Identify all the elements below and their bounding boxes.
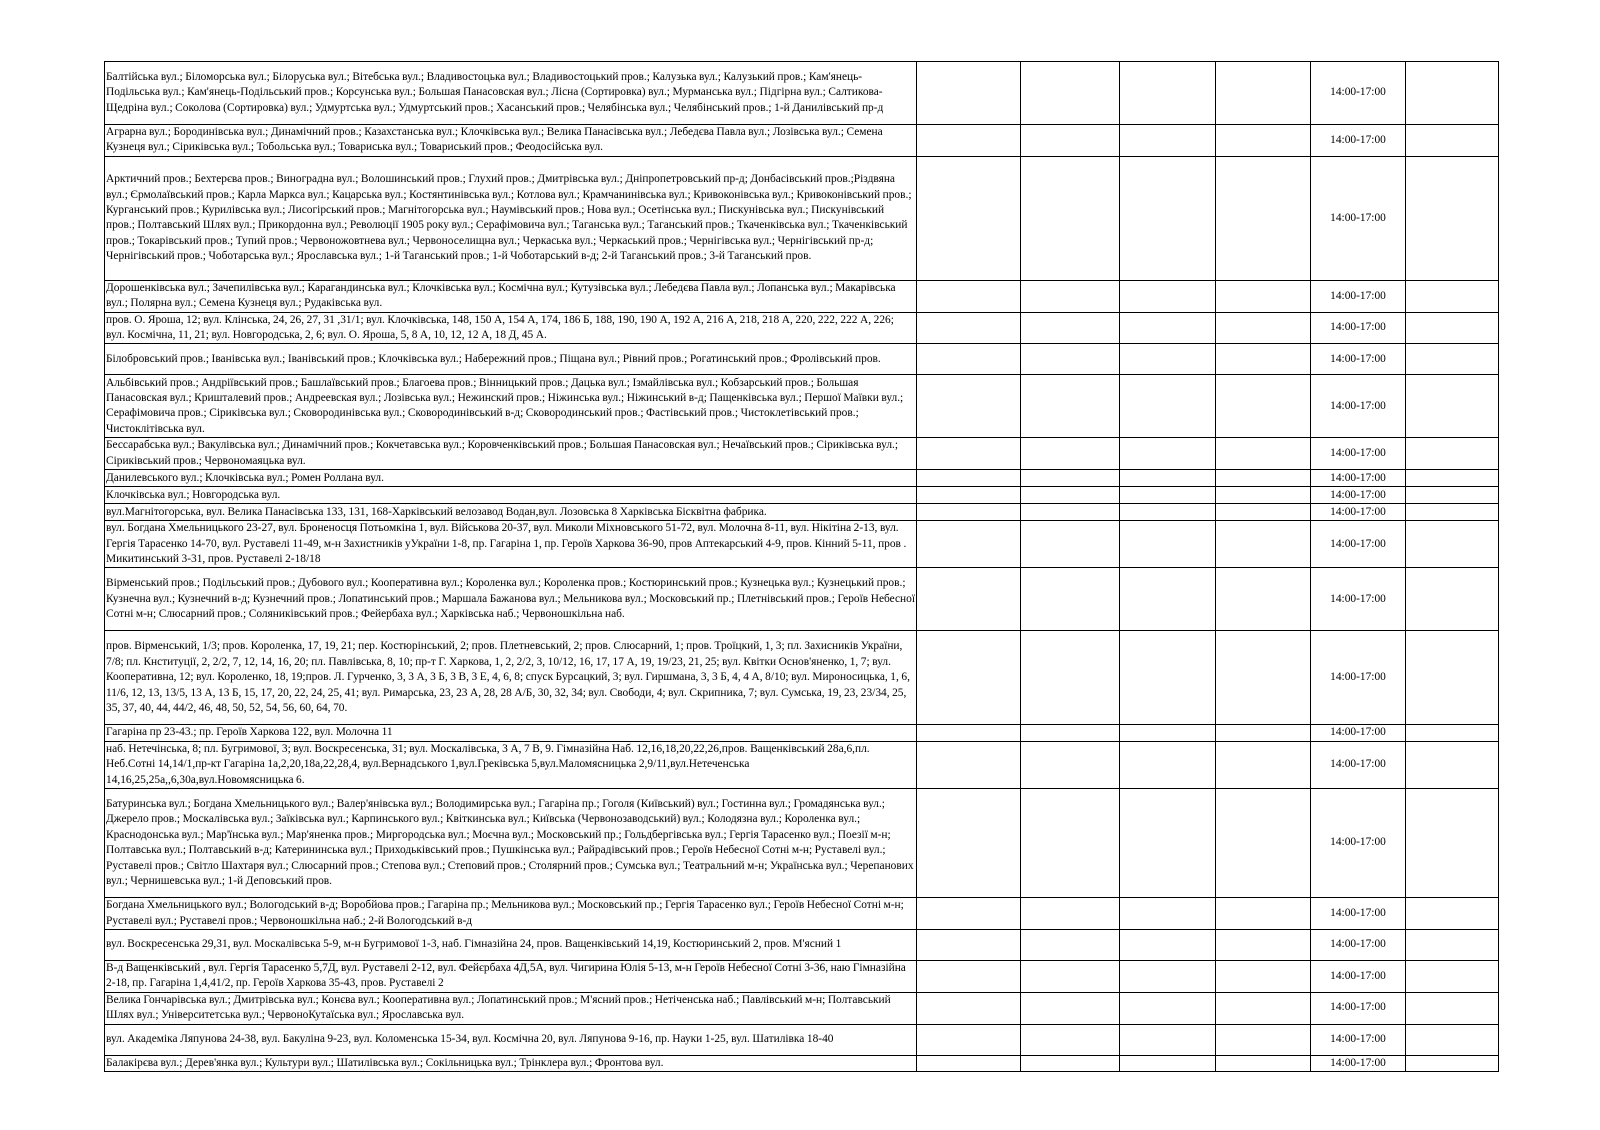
empty-cell: [1406, 741, 1499, 788]
empty-cell: [917, 62, 1021, 125]
empty-cell: [1120, 156, 1216, 280]
empty-cell: [1021, 504, 1120, 521]
empty-cell: [917, 470, 1021, 487]
empty-cell: [917, 741, 1021, 788]
address-cell: Арктичний пров.; Бехтерєва пров.; Виноградна вул.; Волошинський пров.; Глухий пров.; Дмитрівська вул.; Дніпропетровський пр-д; Донбасівський пров.;Різдвяна вул.; Єрмолаївський пров.; Карла Маркса вул.; Кацарська вул.; Костянтинівська вул.; Котлова вул.; Крамчанинівська вул.; Кривоконівська вул.; Кривоконівський пров.; Курганський пров.; Курилівська вул.; Лисогірський пров.; Магнітогорська вул.; Наумівський пров.; Нова вул.; Осетінська вул.; Пискунівська вул.; Пискунівський пров.; Полтавський Шлях вул.; Прикордонна вул.; Революції 1905 року вул.; Серафімовича вул.; Таганська вул.; Таганський пров.; Ткаченківська вул.; Ткаченківський пров.; Токарівський пров.; Тупий пров.; Червоножовтнева вул.; Червоноселищна вул.; Черкаська вул.; Черкаський пров.; Чернігівська вул.; Чернігівський пр-д; Чернігівський пров.; Чоботарська вул.; Ярославська вул.; 1-й Таганський пров.; 1-й Чоботарський в-д; 2-й Таганський пров.; 3-й Таганський пров.: [105, 156, 917, 280]
table-row: [105, 521, 1499, 568]
address-cell: пров. Вірменський, 1/3; пров. Короленка, 17, 19, 21; пер. Костюрінський, 2; пров. Плетневський, 2; пров. Слюсарний, 1; пров. Троїцкий, 1, 3; пл. Захисників України, 7/8; пл. Кнституції, 2, 2/2, 7, 12, 14, 16, 20; пл. Павлівська, 8, 10; пр-т Г. Харкова, 1, 2, 2/2, 3, 10/12, 16, 17, 17 А, 19, 19/23, 21, 25; вул. Квітки Основ'яненко, 1, 7; вул. Кооперативна, 12; вул. Короленко, 18, 19;пров. Л. Гурченко, 3, 3 А, 3 Б, 3 В, 3 Е, 4, 6, 8; спуск Бурсацкий, 3; вул. Гиршмана, 3, 3 Б, 4, 4 А, 8/10; вул. Мироносицька, 1, 6, 11/6, 12, 13, 13/5, 13 А, 13 Б, 15, 17, 20, 22, 24, 25, 41; вул. Римарська, 23, 23 А, 28, 28 А/Б, 30, 32, 34; вул. Свободи, 4; вул. Скрипника, 7; вул. Сумська, 19, 23, 23/34, 25, 35, 37, 40, 44, 44/2, 46, 48, 50, 52, 54, 56, 60, 64, 70.: [105, 631, 917, 725]
empty-cell: [1120, 960, 1216, 992]
address-cell: Клочківська вул.; Новгородська вул.: [105, 487, 917, 504]
empty-cell: [1406, 504, 1499, 521]
empty-cell: [1406, 960, 1499, 992]
time-cell: 14:00-17:00: [1311, 1024, 1406, 1055]
empty-cell: [1216, 725, 1311, 741]
time-cell: 14:00-17:00: [1311, 487, 1406, 504]
table-row: [105, 438, 1499, 470]
empty-cell: [1120, 929, 1216, 960]
time-cell: 14:00-17:00: [1311, 631, 1406, 725]
empty-cell: [1120, 62, 1216, 125]
time-cell: 14:00-17:00: [1311, 1055, 1406, 1071]
time-cell: 14:00-17:00: [1311, 898, 1406, 930]
empty-cell: [1216, 344, 1311, 375]
address-cell: Батуринська вул.; Богдана Хмельницького вул.; Валер'янівська вул.; Володимирська вул.; Гагаріна пр.; Гоголя (Київський) вул.; Гостинна вул.; Громадянська вул.; Джерело пров.; Москалівська вул.; Заїківська вул.; Карпинського вул.; Квіткинська вул.; Київська (Червонозаводський) вул.; Колодязна вул.; Короленка вул.; Краснодонська вул.; Мар'їнська вул.; Мар'яненка пров.; Миргородська вул.; Моєчна вул.; Московський пр.; Гольдбергівська вул.; Гергія Тарасенко вул.; Поезії м-н; Полтавська вул.; Полтавський в-д; Катерининська вул.; Приходьківський пров.; Пушкінська вул.; Райрадівський пров.; Героїв Небесної Сотні м-н; Руставелі вул.; Руставелі пров.; Світло Шахтаря вул.; Слюсарний пров.; Степова вул.; Степовий пров.; Столярний пров.; Сумська вул.; Театральний м-н; Українська вул.; Черепанових вул.; Чернишевська вул.; 1-й Деповський пров.: [105, 789, 917, 898]
empty-cell: [1216, 470, 1311, 487]
address-cell: вул. Академіка Ляпунова 24-38, вул. Бакуліна 9-23, вул. Коломенська 15-34, вул. Космічна 20, вул. Ляпунова 9-16, пр. Науки 1-25, вул. Шатилівка 18-40: [105, 1024, 917, 1055]
empty-cell: [917, 375, 1021, 438]
empty-cell: [1406, 898, 1499, 930]
empty-cell: [1406, 62, 1499, 125]
empty-cell: [1021, 312, 1120, 344]
empty-cell: [917, 725, 1021, 741]
table-row: [105, 125, 1499, 157]
table-row: [105, 312, 1499, 344]
empty-cell: [1406, 312, 1499, 344]
empty-cell: [1406, 470, 1499, 487]
address-cell: Вірменський пров.; Подільський пров.; Дубового вул.; Кооперативна вул.; Короленка вул.; Короленка пров.; Костюринський пров.; Кузнецька вул.; Кузнецький пров.; Кузнечна вул.; Кузнечний в-д; Кузнечний пров.; Лопатинський пров.; Маршала Бажанова вул.; Мельникова вул.; Московський пр.; Плетнівський пров.; Героїв Небесної Сотні м-н; Слюсарний пров.; Соляниківський пров.; Фейербаха вул.; Харківська наб.; Червоношкільна наб.: [105, 568, 917, 631]
empty-cell: [1406, 125, 1499, 157]
empty-cell: [1120, 487, 1216, 504]
table-row: [105, 487, 1499, 504]
empty-cell: [1120, 470, 1216, 487]
empty-cell: [1216, 521, 1311, 568]
empty-cell: [1021, 375, 1120, 438]
empty-cell: [917, 504, 1021, 521]
address-cell: вул.Магнітогорська, вул. Велика Панасівська 133, 131, 168-Харківський велозавод Водан,вул. Лозовська 8 Харківська Бісквітна фабрика.: [105, 504, 917, 521]
table-row: [105, 725, 1499, 741]
time-cell: 14:00-17:00: [1311, 504, 1406, 521]
address-cell: Альбівський пров.; Андріївський пров.; Башлаївський пров.; Благоева пров.; Вінницький пров.; Дацька вул.; Ізмайлівська вул.; Кобзарський пров.; Большая Панасовская вул.; Кришталевий пров.; Андреевская вул.; Лозівська вул.; Нежинский пров.; Ніжинська вул.; Ніжинський в-д; Пащенківська вул.; Першої Маївки вул.; Серафімовича пров.; Сіриківська вул.; Сковородинівська вул.; Сковородинівський в-д; Сковородинський пров.; Фастівський пров.; Чистоклетівський пров.; Чистоклітівська вул.: [105, 375, 917, 438]
empty-cell: [1021, 521, 1120, 568]
empty-cell: [1120, 898, 1216, 930]
empty-cell: [917, 960, 1021, 992]
table-row: [105, 1055, 1499, 1071]
empty-cell: [1021, 741, 1120, 788]
empty-cell: [1120, 280, 1216, 312]
empty-cell: [1216, 960, 1311, 992]
empty-cell: [1216, 125, 1311, 157]
empty-cell: [1406, 1055, 1499, 1071]
address-cell: Балакірєва вул.; Дерев'янка вул.; Культури вул.; Шатилівська вул.; Сокільницька вул.; Трінклера вул.; Фронтова вул.: [105, 1055, 917, 1071]
time-cell: 14:00-17:00: [1311, 929, 1406, 960]
empty-cell: [1216, 375, 1311, 438]
table-row: [105, 789, 1499, 898]
empty-cell: [917, 631, 1021, 725]
empty-cell: [917, 156, 1021, 280]
table-row: [105, 470, 1499, 487]
empty-cell: [1216, 929, 1311, 960]
empty-cell: [1406, 789, 1499, 898]
empty-cell: [1021, 631, 1120, 725]
address-cell: наб. Нетечінська, 8; пл. Бугримової, 3; вул. Воскресенська, 31; вул. Москалівська, 3 А, 7 В, 9. Гімназійна Наб. 12,16,18,20,22,26,пров. Ващенківський 28а,6,пл. Неб.Сотні 14,14/1,пр-кт Гагаріна 1а,2,20,18а,22,28,4, вул.Вернадського 1,вул.Греківська 5,вул.Маломясницька 2,9/11,вул.Нетеченська 14,16,25,25а,,6,30а,вул.Новомясницька 6.: [105, 741, 917, 788]
time-cell: 14:00-17:00: [1311, 125, 1406, 157]
empty-cell: [1021, 125, 1120, 157]
address-cell: вул. Богдана Хмельницького 23-27, вул. Броненосця Потьомкіна 1, вул. Військова 20-37, вул. Миколи Міхновського 51-72, вул. Молочна 8-11, вул. Нікітіна 2-13, вул. Гергія Тарасенко 14-70, вул. Руставелі 11-49, м-н Захистників уУкраїни 1-8, пр. Гагаріна 1, пр. Героїв Харкова 36-90, пров Аптекарський 4-9, пров. Кінний 5-11, пров . Микитинський 3-31, пров. Руставелі 2-18/18: [105, 521, 917, 568]
address-cell: Данилевського вул.; Клочківська вул.; Ромен Роллана вул.: [105, 470, 917, 487]
time-cell: 14:00-17:00: [1311, 156, 1406, 280]
time-cell: 14:00-17:00: [1311, 568, 1406, 631]
empty-cell: [1216, 62, 1311, 125]
empty-cell: [1021, 992, 1120, 1024]
empty-cell: [917, 992, 1021, 1024]
address-cell: Балтійська вул.; Біломорська вул.; Білоруська вул.; Вітебська вул.; Владивостоцька вул.; Владивостоцький пров.; Калузька вул.; Калузький пров.; Кам'янець-Подільська вул.; Кам'янець-Подільський пров.; Корсунська вул.; Большая Панасовская вул.; Лісна (Сортировка) вул.; Мурманська вул.; Підгірна вул.; Салтикова-Щедріна вул.; Соколова (Сортировка) вул.; Удмуртська вул.; Удмуртський пров.; Хасанський пров.; Челябінська вул.; Челябінський пров.; 1-й Данилівський пр-д: [105, 62, 917, 125]
empty-cell: [1021, 156, 1120, 280]
empty-cell: [1120, 375, 1216, 438]
empty-cell: [1406, 521, 1499, 568]
time-cell: 14:00-17:00: [1311, 521, 1406, 568]
table-row: [105, 1024, 1499, 1055]
empty-cell: [1216, 1055, 1311, 1071]
empty-cell: [1021, 280, 1120, 312]
empty-cell: [1406, 156, 1499, 280]
address-cell: Богдана Хмельницького вул.; Вологодський в-д; Воробйова пров.; Гагаріна пр.; Мельникова вул.; Московський пр.; Гергія Тарасенко вул.; Героїв Небесної Сотні м-н; Руставелі вул.; Руставелі пров.; Червоношкільна наб.; 2-й Вологодський в-д: [105, 898, 917, 930]
table-row: [105, 741, 1499, 788]
empty-cell: [1406, 992, 1499, 1024]
address-cell: Гагаріна пр 23-43.; пр. Героїв Харкова 122, вул. Молочна 11: [105, 725, 917, 741]
empty-cell: [1021, 898, 1120, 930]
empty-cell: [1406, 725, 1499, 741]
empty-cell: [1216, 741, 1311, 788]
empty-cell: [1406, 344, 1499, 375]
empty-cell: [1406, 631, 1499, 725]
empty-cell: [1021, 487, 1120, 504]
time-cell: 14:00-17:00: [1311, 992, 1406, 1024]
table-row: [105, 898, 1499, 930]
empty-cell: [1021, 470, 1120, 487]
time-cell: 14:00-17:00: [1311, 470, 1406, 487]
empty-cell: [1120, 1055, 1216, 1071]
outage-schedule-table: [104, 61, 1499, 1072]
empty-cell: [1021, 1024, 1120, 1055]
empty-cell: [1216, 487, 1311, 504]
time-cell: 14:00-17:00: [1311, 375, 1406, 438]
empty-cell: [1120, 789, 1216, 898]
address-cell: Велика Гончарівська вул.; Дмитрівська вул.; Конєва вул.; Кооперативна вул.; Лопатинський пров.; М'ясний пров.; Нетіченська наб.; Павлівський м-н; Полтавський Шлях вул.; Університетська вул.; ЧервоноКутаїська вул.; Ярославська вул.: [105, 992, 917, 1024]
empty-cell: [1120, 725, 1216, 741]
empty-cell: [1021, 960, 1120, 992]
empty-cell: [1120, 1024, 1216, 1055]
address-cell: В-д Ващенківський , вул. Гергія Тарасенко 5,7Д, вул. Руставелі 2-12, вул. Фейєрбаха 4Д,5А, вул. Чигирина Юлія 5-13, м-н Героїв Небесної Сотні 3-36, наю Гімназійна 2-18, пр. Гагаріна 1,4,41/2, пр. Героїв Харкова 35-43, пров. Руставелі 2: [105, 960, 917, 992]
empty-cell: [1021, 1055, 1120, 1071]
address-cell: Аграрна вул.; Бородинівська вул.; Динамічний пров.; Казахстанська вул.; Клочківська вул.; Велика Панасівська вул.; Лебедєва Павла вул.; Лозівська вул.; Семена Кузнеця вул.; Сіриківська вул.; Тобольська вул.; Товариська вул.; Товариський пров.; Феодосійська вул.: [105, 125, 917, 157]
empty-cell: [917, 344, 1021, 375]
empty-cell: [1021, 62, 1120, 125]
empty-cell: [1216, 156, 1311, 280]
empty-cell: [917, 929, 1021, 960]
empty-cell: [1406, 929, 1499, 960]
empty-cell: [1406, 1024, 1499, 1055]
empty-cell: [1216, 312, 1311, 344]
empty-cell: [1216, 504, 1311, 521]
time-cell: 14:00-17:00: [1311, 438, 1406, 470]
empty-cell: [917, 521, 1021, 568]
empty-cell: [1120, 125, 1216, 157]
address-cell: Білобровський пров.; Іванівська вул.; Іванівський пров.; Клочківська вул.; Набережний пров.; Піщана вул.; Рівний пров.; Рогатинський пров.; Фролівський пров.: [105, 344, 917, 375]
table-row: [105, 929, 1499, 960]
table-row: [105, 568, 1499, 631]
empty-cell: [1021, 725, 1120, 741]
empty-cell: [1216, 568, 1311, 631]
table-row: [105, 280, 1499, 312]
time-cell: 14:00-17:00: [1311, 725, 1406, 741]
time-cell: 14:00-17:00: [1311, 789, 1406, 898]
empty-cell: [917, 789, 1021, 898]
empty-cell: [1216, 789, 1311, 898]
empty-cell: [917, 487, 1021, 504]
table-row: [105, 375, 1499, 438]
time-cell: 14:00-17:00: [1311, 960, 1406, 992]
time-cell: 14:00-17:00: [1311, 312, 1406, 344]
empty-cell: [1021, 568, 1120, 631]
table-row: [105, 62, 1499, 125]
address-cell: Бессарабська вул.; Вакулівська вул.; Динамічний пров.; Кокчетавська вул.; Коровченківський пров.; Большая Панасовская вул.; Нечаївський пров.; Сіриківська вул.; Сіриківський пров.; Червономаяцька вул.: [105, 438, 917, 470]
time-cell: 14:00-17:00: [1311, 344, 1406, 375]
empty-cell: [917, 898, 1021, 930]
empty-cell: [1406, 375, 1499, 438]
empty-cell: [917, 438, 1021, 470]
empty-cell: [917, 1024, 1021, 1055]
empty-cell: [1216, 631, 1311, 725]
empty-cell: [917, 125, 1021, 157]
time-cell: 14:00-17:00: [1311, 280, 1406, 312]
time-cell: 14:00-17:00: [1311, 741, 1406, 788]
empty-cell: [1120, 741, 1216, 788]
empty-cell: [1120, 312, 1216, 344]
empty-cell: [1216, 1024, 1311, 1055]
table-row: [105, 960, 1499, 992]
empty-cell: [917, 1055, 1021, 1071]
table-row: [105, 631, 1499, 725]
empty-cell: [1021, 344, 1120, 375]
table-row: [105, 504, 1499, 521]
empty-cell: [1120, 438, 1216, 470]
empty-cell: [1406, 487, 1499, 504]
empty-cell: [1120, 521, 1216, 568]
empty-cell: [1120, 631, 1216, 725]
empty-cell: [917, 568, 1021, 631]
empty-cell: [1216, 898, 1311, 930]
empty-cell: [917, 312, 1021, 344]
empty-cell: [1021, 929, 1120, 960]
address-cell: вул. Воскресенська 29,31, вул. Москалівська 5-9, м-н Бугримової 1-3, наб. Гімназійна 24, пров. Ващенківський 14,19, Костюринський 2, пров. М'ясний 1: [105, 929, 917, 960]
empty-cell: [1406, 438, 1499, 470]
table-row: [105, 344, 1499, 375]
empty-cell: [1021, 789, 1120, 898]
empty-cell: [1120, 504, 1216, 521]
empty-cell: [1120, 992, 1216, 1024]
empty-cell: [1406, 568, 1499, 631]
empty-cell: [1406, 280, 1499, 312]
empty-cell: [1120, 568, 1216, 631]
empty-cell: [917, 280, 1021, 312]
empty-cell: [1216, 992, 1311, 1024]
table-row: [105, 156, 1499, 280]
table-row: [105, 992, 1499, 1024]
address-cell: Дорошенківська вул.; Зачепилівська вул.; Карагандинська вул.; Клочківська вул.; Космічна вул.; Кутузівська вул.; Лебедєва Павла вул.; Лопанська вул.; Макарівська вул.; Полярна вул.; Семена Кузнеця вул.; Рудаківська вул.: [105, 280, 917, 312]
time-cell: 14:00-17:00: [1311, 62, 1406, 125]
empty-cell: [1120, 344, 1216, 375]
empty-cell: [1216, 438, 1311, 470]
empty-cell: [1021, 438, 1120, 470]
empty-cell: [1216, 280, 1311, 312]
address-cell: пров. О. Яроша, 12; вул. Клінська, 24, 26, 27, 31 ,31/1; вул. Клочківська, 148, 150 А, 154 А, 174, 186 Б, 188, 190, 190 А, 192 А, 216 А, 218, 218 А, 220, 222, 222 А, 226; вул. Космічна, 11, 21; вул. Новгородська, 2, 6; вул. О. Яроша, 5, 8 А, 10, 12, 12 А, 18 Д, 45 А.: [105, 312, 917, 344]
